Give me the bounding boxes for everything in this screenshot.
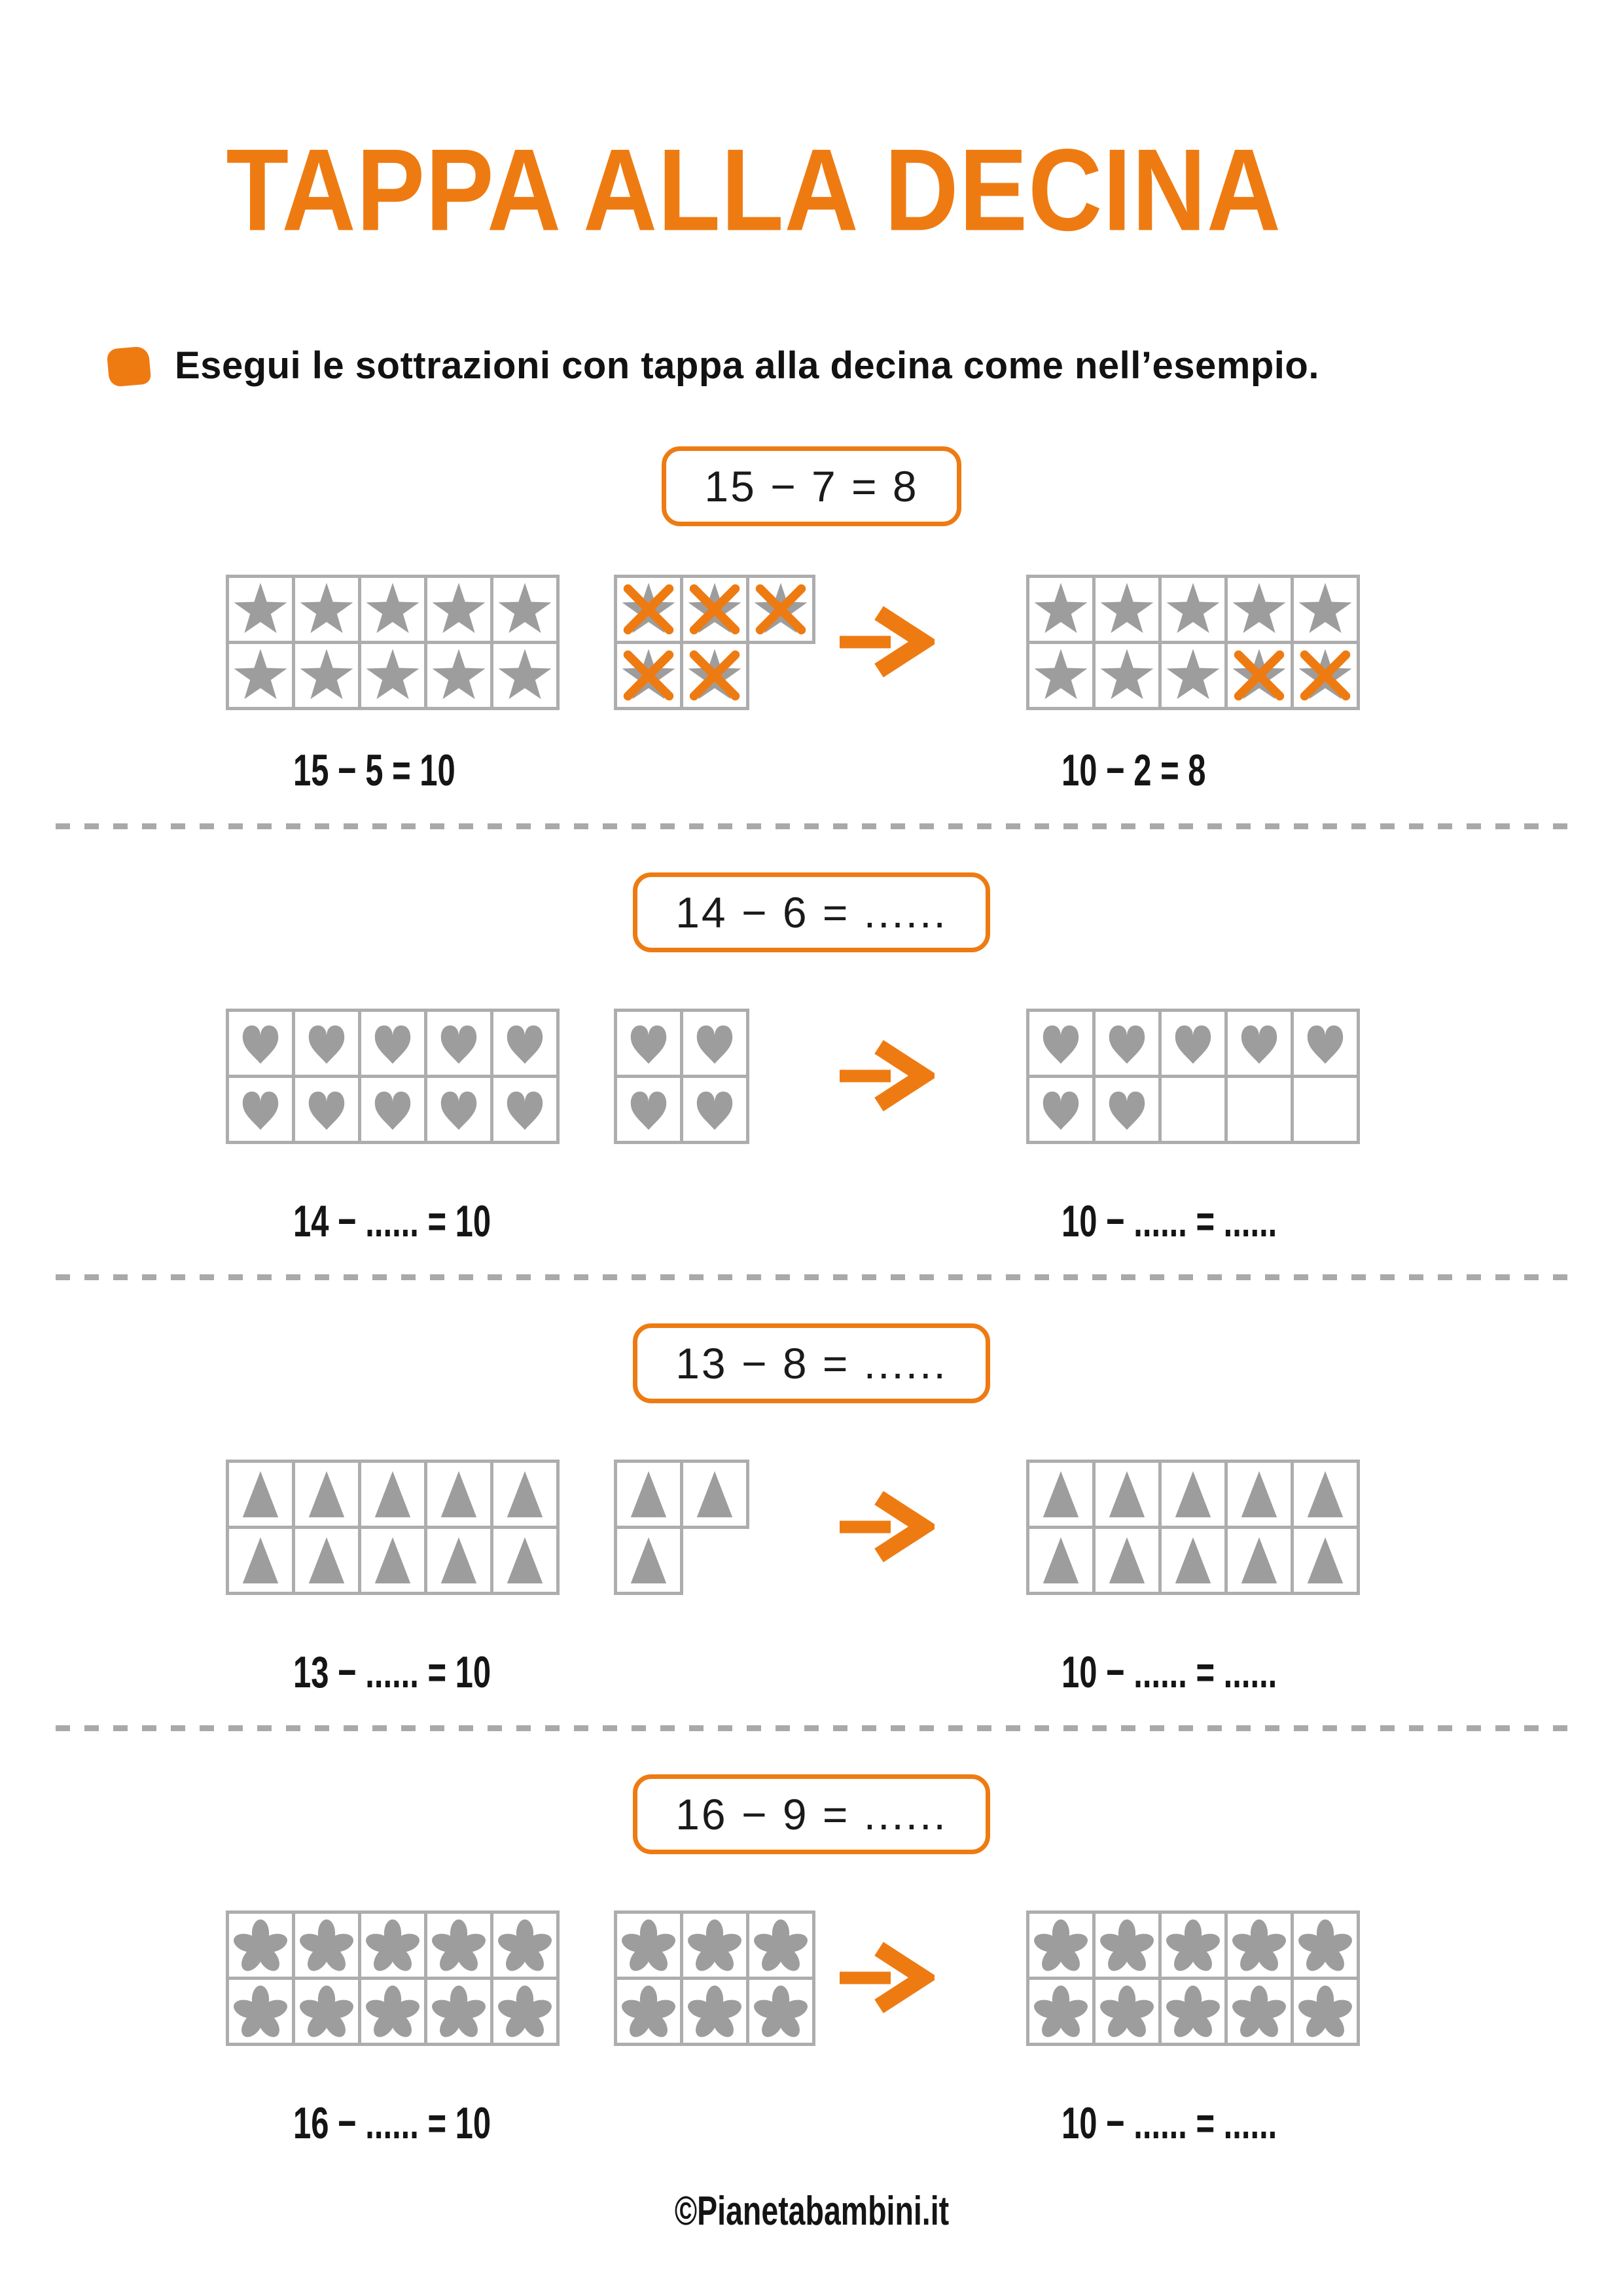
triangle-icon — [1233, 1468, 1285, 1520]
ten-frame-cell — [424, 575, 493, 644]
ten-frame-cell — [490, 641, 560, 710]
ten-frame-row — [1026, 1910, 1360, 1980]
ten-frame-cell — [1291, 1009, 1360, 1078]
heart-icon — [1105, 1082, 1149, 1137]
ten-frame-cell — [358, 575, 427, 644]
ten-frame-cell — [680, 1009, 749, 1078]
ten-frame-row — [226, 1009, 560, 1078]
ten-frame-row — [1026, 575, 1360, 644]
frames-row — [0, 1460, 1623, 1597]
triangle-icon — [1101, 1534, 1153, 1587]
equations-row — [0, 1647, 1623, 1697]
star-icon — [496, 581, 554, 638]
equation-box-text: 14 − 6 = ...... — [675, 888, 948, 937]
flower-icon — [498, 1918, 552, 1972]
triangle-icon — [234, 1534, 287, 1587]
flower-icon — [300, 1918, 353, 1972]
flower-icon — [1100, 1984, 1154, 2038]
triangle-icon — [622, 1468, 675, 1520]
star-icon — [496, 647, 554, 704]
star-icon — [1032, 647, 1090, 704]
triangle-icon — [1035, 1468, 1087, 1520]
triangle-icon — [1167, 1534, 1219, 1587]
exercise-section-2 — [0, 872, 1623, 1246]
triangle-icon — [300, 1534, 353, 1587]
ten-frame-cell — [1224, 1526, 1294, 1595]
ten-frame-cell — [614, 1460, 683, 1529]
equations-row — [0, 745, 1623, 795]
ten-frame-cell — [1092, 1009, 1162, 1078]
equation-right: 10 − ...... = ...... — [1061, 1196, 1277, 1246]
ten-frame-cell — [1092, 1075, 1162, 1144]
ten-frame-cell — [614, 575, 683, 644]
frames-row — [0, 1009, 1623, 1146]
equation-right: 10 − ...... = ...... — [1061, 2098, 1277, 2148]
ten-frame-cell — [746, 575, 815, 644]
star-icon — [232, 581, 289, 638]
ten-frame-row — [226, 1977, 560, 2046]
ten-frame-cell — [292, 1460, 361, 1529]
ten-frame-row — [614, 641, 749, 710]
ten-frame-cell — [1224, 1009, 1294, 1078]
ten-frame-cell — [226, 1910, 295, 1980]
flower-icon — [688, 1918, 741, 1972]
ten-frame-cell — [1158, 1977, 1228, 2046]
ten-frame-cell — [358, 1460, 427, 1529]
ten-frame-row — [226, 1075, 560, 1144]
ten-frame-cell — [1092, 641, 1162, 710]
flower-icon — [1298, 1984, 1352, 2038]
triangle-icon — [688, 1468, 741, 1520]
section-separator — [56, 1274, 1567, 1280]
equations-row — [0, 2098, 1623, 2148]
ten-frame-cell — [292, 641, 361, 710]
heart-icon — [437, 1016, 481, 1071]
arrow-right-icon — [840, 1941, 935, 2018]
ten-frame-cell — [226, 575, 295, 644]
triangle-icon — [300, 1468, 353, 1520]
exercise-section-1 — [0, 446, 1623, 795]
flower-icon — [1034, 1918, 1088, 1972]
heart-icon — [304, 1082, 349, 1137]
ten-frame-cell — [358, 1075, 427, 1144]
arrow-right-icon — [840, 605, 935, 682]
ten-frame — [1026, 1910, 1360, 2046]
cross-icon — [685, 646, 744, 705]
ten-frame-cell — [1224, 575, 1294, 644]
footer-credit: ©Pianetabambini.it — [674, 2189, 949, 2234]
frames-row — [0, 575, 1623, 712]
ten-frame-cell — [424, 1910, 493, 1980]
ten-frame-row — [1026, 1460, 1360, 1529]
arrow-right-icon — [840, 1490, 935, 1567]
flower-icon — [754, 1984, 808, 2038]
ten-frame-cell — [424, 1009, 493, 1078]
flower-icon — [498, 1984, 552, 2038]
flower-icon — [432, 1984, 486, 2038]
triangle-icon — [433, 1534, 485, 1587]
cross-icon — [1230, 646, 1289, 705]
ten-frame-cell — [680, 1460, 749, 1529]
ten-frame-row — [614, 1075, 749, 1144]
ten-frame — [1026, 1009, 1360, 1144]
ten-frame-cell — [490, 1460, 560, 1529]
ten-frame-cell — [1026, 1910, 1096, 1980]
ten-frame-cell — [1026, 641, 1096, 710]
ten-frame-cell — [1291, 1460, 1360, 1529]
ten-frame-cell — [1026, 1977, 1096, 2046]
ten-frame — [226, 1910, 560, 2046]
ten-frame-cell — [490, 1009, 560, 1078]
triangle-icon — [1167, 1468, 1219, 1520]
ten-frame-cell — [358, 1910, 427, 1980]
ten-frame-cell — [226, 1460, 295, 1529]
bullet-icon — [107, 346, 152, 387]
equations-row — [0, 1196, 1623, 1246]
heart-icon — [238, 1082, 283, 1137]
heart-icon — [1237, 1016, 1281, 1071]
ten-frame-cell — [490, 1526, 560, 1595]
ten-frame-row — [226, 1460, 560, 1529]
ten-frame-row — [226, 575, 560, 644]
equation-left: 15 − 5 = 10 — [293, 745, 455, 795]
ten-frame-cell — [490, 575, 560, 644]
page-title: TAPPA ALLA DECINA — [226, 124, 1282, 255]
ten-frame-cell — [226, 641, 295, 710]
ten-frame-cell — [1092, 575, 1162, 644]
heart-icon — [1039, 1082, 1083, 1137]
ten-frame-cell — [1291, 1526, 1360, 1595]
ten-frame-cell — [1158, 1009, 1228, 1078]
section-separator — [56, 1725, 1567, 1731]
ten-frame-row — [614, 1977, 815, 2046]
flower-icon — [622, 1918, 675, 1972]
ten-frame-cell — [614, 1009, 683, 1078]
flower-icon — [622, 1984, 675, 2038]
heart-icon — [304, 1016, 349, 1071]
heart-icon — [1171, 1016, 1215, 1071]
ten-frame-cell — [1158, 1075, 1228, 1144]
ten-frame-cell — [1158, 575, 1228, 644]
ten-frame-cell — [358, 1009, 427, 1078]
ten-frame-cell — [424, 1526, 493, 1595]
heart-icon — [626, 1016, 671, 1071]
ten-frame-cell — [614, 1075, 683, 1144]
heart-icon — [370, 1082, 415, 1137]
ten-frame — [226, 575, 560, 710]
ten-frame-cell — [1158, 641, 1228, 710]
heart-icon — [1303, 1016, 1347, 1071]
ten-frame-row — [614, 1009, 749, 1078]
equation-box-text: 16 − 9 = ...... — [675, 1790, 948, 1839]
heart-icon — [503, 1082, 547, 1137]
equation-right: 10 − ...... = ...... — [1061, 1647, 1277, 1697]
ten-frame-row — [614, 575, 815, 644]
star-icon — [232, 647, 289, 704]
ten-frame-cell — [1092, 1526, 1162, 1595]
heart-icon — [503, 1016, 547, 1071]
triangle-icon — [366, 1534, 419, 1587]
exercise-section-4 — [0, 1774, 1623, 2148]
ten-frame — [1026, 575, 1360, 710]
ten-frame-cell — [292, 1009, 361, 1078]
ten-frame-cell — [292, 1910, 361, 1980]
ten-frame-cell — [1026, 1460, 1096, 1529]
ten-frame-cell — [1291, 1075, 1360, 1144]
ten-frame — [1026, 1460, 1360, 1595]
heart-icon — [626, 1082, 671, 1137]
arrow-right-icon — [840, 1039, 935, 1116]
flower-icon — [366, 1984, 419, 2038]
ten-frame-cell — [490, 1977, 560, 2046]
ten-frame-cell — [292, 575, 361, 644]
ten-frame-cell — [680, 575, 749, 644]
star-icon — [430, 647, 488, 704]
heart-icon — [1105, 1016, 1149, 1071]
ten-frame-cell — [292, 1977, 361, 2046]
ten-frame-row — [226, 1526, 560, 1595]
frames-row — [0, 1910, 1623, 2048]
ten-frame-row — [614, 1910, 815, 1980]
ten-frame-cell — [1026, 1009, 1096, 1078]
extra-frame — [614, 1009, 749, 1144]
triangle-icon — [1101, 1468, 1153, 1520]
equation-box — [633, 1323, 990, 1403]
extra-frame — [614, 1910, 815, 2046]
triangle-icon — [1299, 1534, 1351, 1587]
star-icon — [364, 647, 421, 704]
ten-frame-cell — [614, 1977, 683, 2046]
equation-left: 14 − ...... = 10 — [293, 1196, 491, 1246]
ten-frame-cell — [1291, 1977, 1360, 2046]
ten-frame-cell — [1224, 1977, 1294, 2046]
instruction-row — [108, 344, 1623, 387]
flower-icon — [688, 1984, 741, 2038]
flower-icon — [432, 1918, 486, 1972]
flower-icon — [1034, 1984, 1088, 2038]
cross-icon — [619, 580, 678, 639]
ten-frame-cell — [1224, 641, 1294, 710]
equation-right: 10 − 2 = 8 — [1061, 745, 1206, 795]
star-icon — [1032, 581, 1090, 638]
flower-icon — [300, 1984, 353, 2038]
ten-frame-cell — [1026, 1075, 1096, 1144]
ten-frame-cell — [614, 1910, 683, 1980]
ten-frame-cell — [1224, 1075, 1294, 1144]
triangle-icon — [433, 1468, 485, 1520]
ten-frame-row — [614, 1526, 683, 1595]
cross-icon — [751, 580, 810, 639]
exercise-section-3 — [0, 1323, 1623, 1697]
cross-icon — [1296, 646, 1355, 705]
triangle-icon — [1035, 1534, 1087, 1587]
ten-frame — [226, 1460, 560, 1595]
ten-frame-cell — [1092, 1910, 1162, 1980]
ten-frame-cell — [424, 1977, 493, 2046]
ten-frame-cell — [614, 641, 683, 710]
ten-frame-cell — [490, 1910, 560, 1980]
instruction-text: Esegui le sottrazioni con tappa alla decina come nell’esempio. — [175, 344, 1319, 387]
ten-frame-cell — [1092, 1977, 1162, 2046]
ten-frame-cell — [680, 1977, 749, 2046]
ten-frame-cell — [614, 1526, 683, 1595]
ten-frame-cell — [226, 1526, 295, 1595]
flower-icon — [754, 1918, 808, 1972]
equation-box — [633, 872, 990, 952]
star-icon — [1098, 647, 1156, 704]
ten-frame-cell — [358, 641, 427, 710]
ten-frame-row — [1026, 1009, 1360, 1078]
cross-icon — [619, 646, 678, 705]
triangle-icon — [499, 1534, 551, 1587]
ten-frame-cell — [424, 641, 493, 710]
ten-frame-cell — [1026, 1526, 1096, 1595]
extra-frame — [614, 575, 815, 710]
equation-box-text: 15 − 7 = 8 — [704, 462, 919, 511]
heart-icon — [1039, 1016, 1083, 1071]
ten-frame-cell — [1291, 641, 1360, 710]
star-icon — [1164, 647, 1222, 704]
ten-frame-cell — [1158, 1526, 1228, 1595]
equation-left: 16 − ...... = 10 — [293, 2098, 491, 2148]
ten-frame-cell — [680, 1075, 749, 1144]
ten-frame-cell — [680, 1910, 749, 1980]
triangle-icon — [366, 1468, 419, 1520]
star-icon — [430, 581, 488, 638]
star-icon — [1230, 581, 1288, 638]
ten-frame-cell — [1291, 575, 1360, 644]
ten-frame-cell — [746, 1977, 815, 2046]
star-icon — [1164, 581, 1222, 638]
star-icon — [1296, 581, 1354, 638]
ten-frame-row — [226, 641, 560, 710]
triangle-icon — [1299, 1468, 1351, 1520]
ten-frame-cell — [680, 641, 749, 710]
ten-frame-row — [1026, 641, 1360, 710]
heart-icon — [692, 1016, 737, 1071]
ten-frame-cell — [358, 1526, 427, 1595]
ten-frame-cell — [424, 1460, 493, 1529]
equation-box — [662, 446, 961, 526]
ten-frame-cell — [226, 1075, 295, 1144]
ten-frame-cell — [1158, 1910, 1228, 1980]
heart-icon — [692, 1082, 737, 1137]
star-icon — [364, 581, 421, 638]
star-icon — [298, 581, 355, 638]
ten-frame-row — [1026, 1075, 1360, 1144]
triangle-icon — [1233, 1534, 1285, 1587]
flower-icon — [366, 1918, 419, 1972]
triangle-icon — [622, 1534, 675, 1587]
ten-frame-row — [1026, 1977, 1360, 2046]
ten-frame-cell — [226, 1977, 295, 2046]
heart-icon — [370, 1016, 415, 1071]
ten-frame-cell — [1291, 1910, 1360, 1980]
heart-icon — [437, 1082, 481, 1137]
flower-icon — [234, 1918, 287, 1972]
ten-frame-row — [1026, 1526, 1360, 1595]
heart-icon — [238, 1016, 283, 1071]
equation-box-text: 13 − 8 = ...... — [675, 1339, 948, 1388]
triangle-icon — [499, 1468, 551, 1520]
ten-frame-cell — [226, 1009, 295, 1078]
flower-icon — [1166, 1984, 1220, 2038]
ten-frame-cell — [1092, 1460, 1162, 1529]
flower-icon — [1232, 1918, 1286, 1972]
ten-frame-cell — [1026, 575, 1096, 644]
ten-frame-row — [614, 1460, 749, 1529]
flower-icon — [1100, 1918, 1154, 1972]
star-icon — [1098, 581, 1156, 638]
cross-icon — [685, 580, 744, 639]
star-icon — [298, 647, 355, 704]
ten-frame-cell — [1224, 1910, 1294, 1980]
ten-frame-cell — [1158, 1460, 1228, 1529]
extra-frame — [614, 1460, 749, 1595]
flower-icon — [234, 1984, 287, 2038]
ten-frame-cell — [292, 1075, 361, 1144]
equation-box — [633, 1774, 990, 1854]
flower-icon — [1232, 1984, 1286, 2038]
flower-icon — [1298, 1918, 1352, 1972]
ten-frame-cell — [424, 1075, 493, 1144]
ten-frame — [226, 1009, 560, 1144]
ten-frame-cell — [358, 1977, 427, 2046]
equation-left: 13 − ...... = 10 — [293, 1647, 491, 1697]
ten-frame-cell — [490, 1075, 560, 1144]
ten-frame-cell — [1224, 1460, 1294, 1529]
section-separator — [56, 823, 1567, 829]
ten-frame-cell — [746, 1910, 815, 1980]
triangle-icon — [234, 1468, 287, 1520]
ten-frame-row — [226, 1910, 560, 1980]
ten-frame-cell — [292, 1526, 361, 1595]
flower-icon — [1166, 1918, 1220, 1972]
